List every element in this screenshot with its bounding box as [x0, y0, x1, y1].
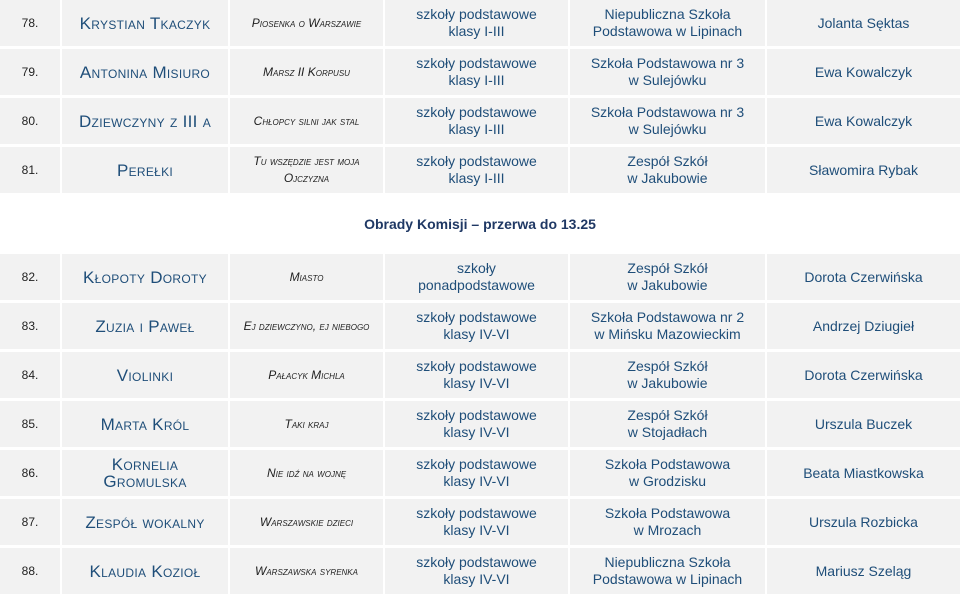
category-text: szkoły ponadpodstawowe — [418, 260, 535, 293]
performer-name-text: Antonina Misiuro — [79, 62, 211, 82]
performer-name-text: Perełki — [116, 160, 174, 180]
table-row — [0, 303, 960, 349]
teacher-name — [765, 548, 960, 594]
school-name-text: Szkoła Podstawowa nr 3 w Sulejówku — [590, 104, 745, 137]
row-number — [0, 147, 60, 193]
category-text: szkoły podstawowe klasy IV-VI — [416, 505, 537, 538]
row-number-text: 88. — [21, 563, 39, 578]
teacher-name-text: Mariusz Szeląg — [815, 562, 912, 579]
teacher-name-text: Jolanta Sęktas — [817, 14, 910, 31]
school-name — [568, 450, 765, 496]
teacher-name-text: Ewa Kowalczyk — [814, 63, 913, 80]
song-title-text: Ej dziewczyno, ej niebogo — [243, 318, 370, 333]
song-title-text: Nie idź na wojnę — [266, 465, 347, 480]
performer-name — [60, 49, 228, 95]
song-title-text: Chłopcy silni jak stal — [253, 113, 360, 128]
row-number-text: 83. — [21, 318, 39, 333]
category — [383, 499, 568, 545]
table-row — [0, 352, 960, 398]
category-text: szkoły podstawowe klasy IV-VI — [416, 554, 537, 587]
teacher-name — [765, 0, 960, 46]
table-row — [0, 98, 960, 144]
school-name-text: Szkoła Podstawowa w Mrozach — [604, 505, 731, 538]
performer-name — [60, 254, 228, 300]
school-name — [568, 401, 765, 447]
song-title-text: Miasto — [289, 269, 324, 284]
table-row — [0, 254, 960, 300]
school-name-text: Zespół Szkół w Jakubowie — [627, 260, 708, 293]
category-text: szkoły podstawowe klasy IV-VI — [416, 407, 537, 440]
performer-name-text: Dziewczyny z III a — [78, 111, 211, 131]
song-title — [228, 254, 383, 300]
category-text: szkoły podstawowe klasy IV-VI — [416, 309, 537, 342]
rows-group-top — [0, 0, 960, 193]
table-row — [0, 401, 960, 447]
row-number — [0, 450, 60, 496]
song-title-text: Tu wszędzie jest moja Ojczyzna — [253, 154, 360, 185]
performer-name-text: Zuzia i Paweł — [95, 316, 195, 336]
school-name — [568, 303, 765, 349]
category — [383, 147, 568, 193]
category-text: szkoły podstawowe klasy IV-VI — [416, 456, 537, 489]
row-number-text: 87. — [21, 514, 39, 529]
row-number-text: 82. — [21, 269, 39, 284]
performer-name-text: Marta Król — [100, 414, 190, 434]
school-name-text: Zespół Szkół w Jakubowie — [627, 153, 708, 186]
school-name-text: Szkoła Podstawowa nr 3 w Sulejówku — [590, 55, 745, 88]
row-number-text: 81. — [21, 162, 39, 177]
school-name-text: Szkoła Podstawowa w Grodzisku — [604, 456, 731, 489]
song-title — [228, 49, 383, 95]
performer-name — [60, 98, 228, 144]
rows-group-bottom — [0, 254, 960, 594]
song-title-text: Marsz II Korpusu — [263, 64, 350, 79]
table-row — [0, 147, 960, 193]
performer-name — [60, 548, 228, 594]
song-title — [228, 548, 383, 594]
row-number — [0, 49, 60, 95]
performer-name-text: Violinki — [116, 365, 174, 385]
school-name — [568, 98, 765, 144]
category — [383, 352, 568, 398]
performer-name-text: Zespół wokalny — [85, 512, 205, 532]
row-number — [0, 401, 60, 447]
school-name-text: Zespół Szkół w Stojadłach — [627, 407, 708, 440]
row-number-text: 86. — [21, 465, 39, 480]
teacher-name — [765, 98, 960, 144]
teacher-name-text: Ewa Kowalczyk — [814, 112, 913, 129]
teacher-name — [765, 450, 960, 496]
row-number-text: 80. — [21, 113, 39, 128]
school-name — [568, 499, 765, 545]
song-title — [228, 499, 383, 545]
song-title — [228, 147, 383, 193]
row-number-text: 85. — [21, 416, 39, 431]
row-number — [0, 352, 60, 398]
song-title-text: Piosenka o Warszawie — [251, 15, 362, 30]
school-name — [568, 254, 765, 300]
row-number — [0, 0, 60, 46]
teacher-name-text: Andrzej Dziugieł — [812, 317, 915, 334]
song-title — [228, 352, 383, 398]
performer-name — [60, 499, 228, 545]
song-title — [228, 0, 383, 46]
teacher-name-text: Urszula Buczek — [814, 415, 913, 432]
table-row — [0, 499, 960, 545]
school-name — [568, 147, 765, 193]
teacher-name — [765, 401, 960, 447]
school-name-text: Niepubliczna Szkoła Podstawowa w Lipinach — [592, 6, 743, 39]
teacher-name — [765, 147, 960, 193]
teacher-name — [765, 49, 960, 95]
table-row — [0, 0, 960, 46]
table-row — [0, 450, 960, 496]
teacher-name-text: Urszula Rozbicka — [809, 513, 918, 530]
table-row — [0, 49, 960, 95]
song-title-text: Warszawska syrenka — [255, 563, 358, 578]
teacher-name-text: Sławomira Rybak — [809, 161, 918, 178]
category — [383, 0, 568, 46]
song-title — [228, 98, 383, 144]
row-number-text: 78. — [21, 15, 39, 30]
performer-name — [60, 0, 228, 46]
teacher-name-text: Dorota Czerwińska — [804, 268, 923, 285]
performer-name — [60, 303, 228, 349]
performer-name-text: Kornelia Gromulska — [103, 455, 187, 491]
performer-name — [60, 147, 228, 193]
song-title — [228, 303, 383, 349]
school-name-text: Szkoła Podstawowa nr 2 w Mińsku Mazowieckim — [590, 309, 745, 342]
performer-name — [60, 401, 228, 447]
teacher-name — [765, 352, 960, 398]
break-row — [0, 196, 960, 251]
break-text: Obrady Komisji – przerwa do 13.25 — [364, 215, 596, 232]
school-name — [568, 0, 765, 46]
song-title-text: Warszawskie dzieci — [259, 514, 354, 529]
category — [383, 303, 568, 349]
category — [383, 98, 568, 144]
performer-name-text: Krystian Tkaczyk — [79, 13, 211, 33]
row-number-text: 79. — [21, 64, 39, 79]
category-text: szkoły podstawowe klasy IV-VI — [416, 358, 537, 391]
school-name — [568, 352, 765, 398]
category — [383, 254, 568, 300]
row-number — [0, 499, 60, 545]
performer-name — [60, 352, 228, 398]
school-name-text: Zespół Szkół w Jakubowie — [627, 358, 708, 391]
category-text: szkoły podstawowe klasy I-III — [416, 6, 537, 39]
school-name — [568, 548, 765, 594]
teacher-name — [765, 303, 960, 349]
performer-name-text: Klaudia Kozioł — [89, 561, 201, 581]
category-text: szkoły podstawowe klasy I-III — [416, 104, 537, 137]
teacher-name — [765, 499, 960, 545]
song-title-text: Taki kraj — [284, 416, 329, 431]
category — [383, 401, 568, 447]
table-row — [0, 548, 960, 594]
row-number — [0, 98, 60, 144]
row-number — [0, 303, 60, 349]
song-title-text: Pałacyk Michla — [268, 367, 345, 382]
category — [383, 548, 568, 594]
song-title — [228, 401, 383, 447]
teacher-name-text: Beata Miastkowska — [803, 464, 924, 481]
category — [383, 450, 568, 496]
row-number-text: 84. — [21, 367, 39, 382]
performer-name — [60, 450, 228, 496]
category-text: szkoły podstawowe klasy I-III — [416, 153, 537, 186]
category — [383, 49, 568, 95]
school-name — [568, 49, 765, 95]
song-title — [228, 450, 383, 496]
category-text: szkoły podstawowe klasy I-III — [416, 55, 537, 88]
row-number — [0, 254, 60, 300]
performer-name-text: Kłopoty Doroty — [83, 267, 207, 287]
row-number — [0, 548, 60, 594]
teacher-name — [765, 254, 960, 300]
school-name-text: Niepubliczna Szkoła Podstawowa w Lipinach — [592, 554, 743, 587]
teacher-name-text: Dorota Czerwińska — [804, 366, 923, 383]
